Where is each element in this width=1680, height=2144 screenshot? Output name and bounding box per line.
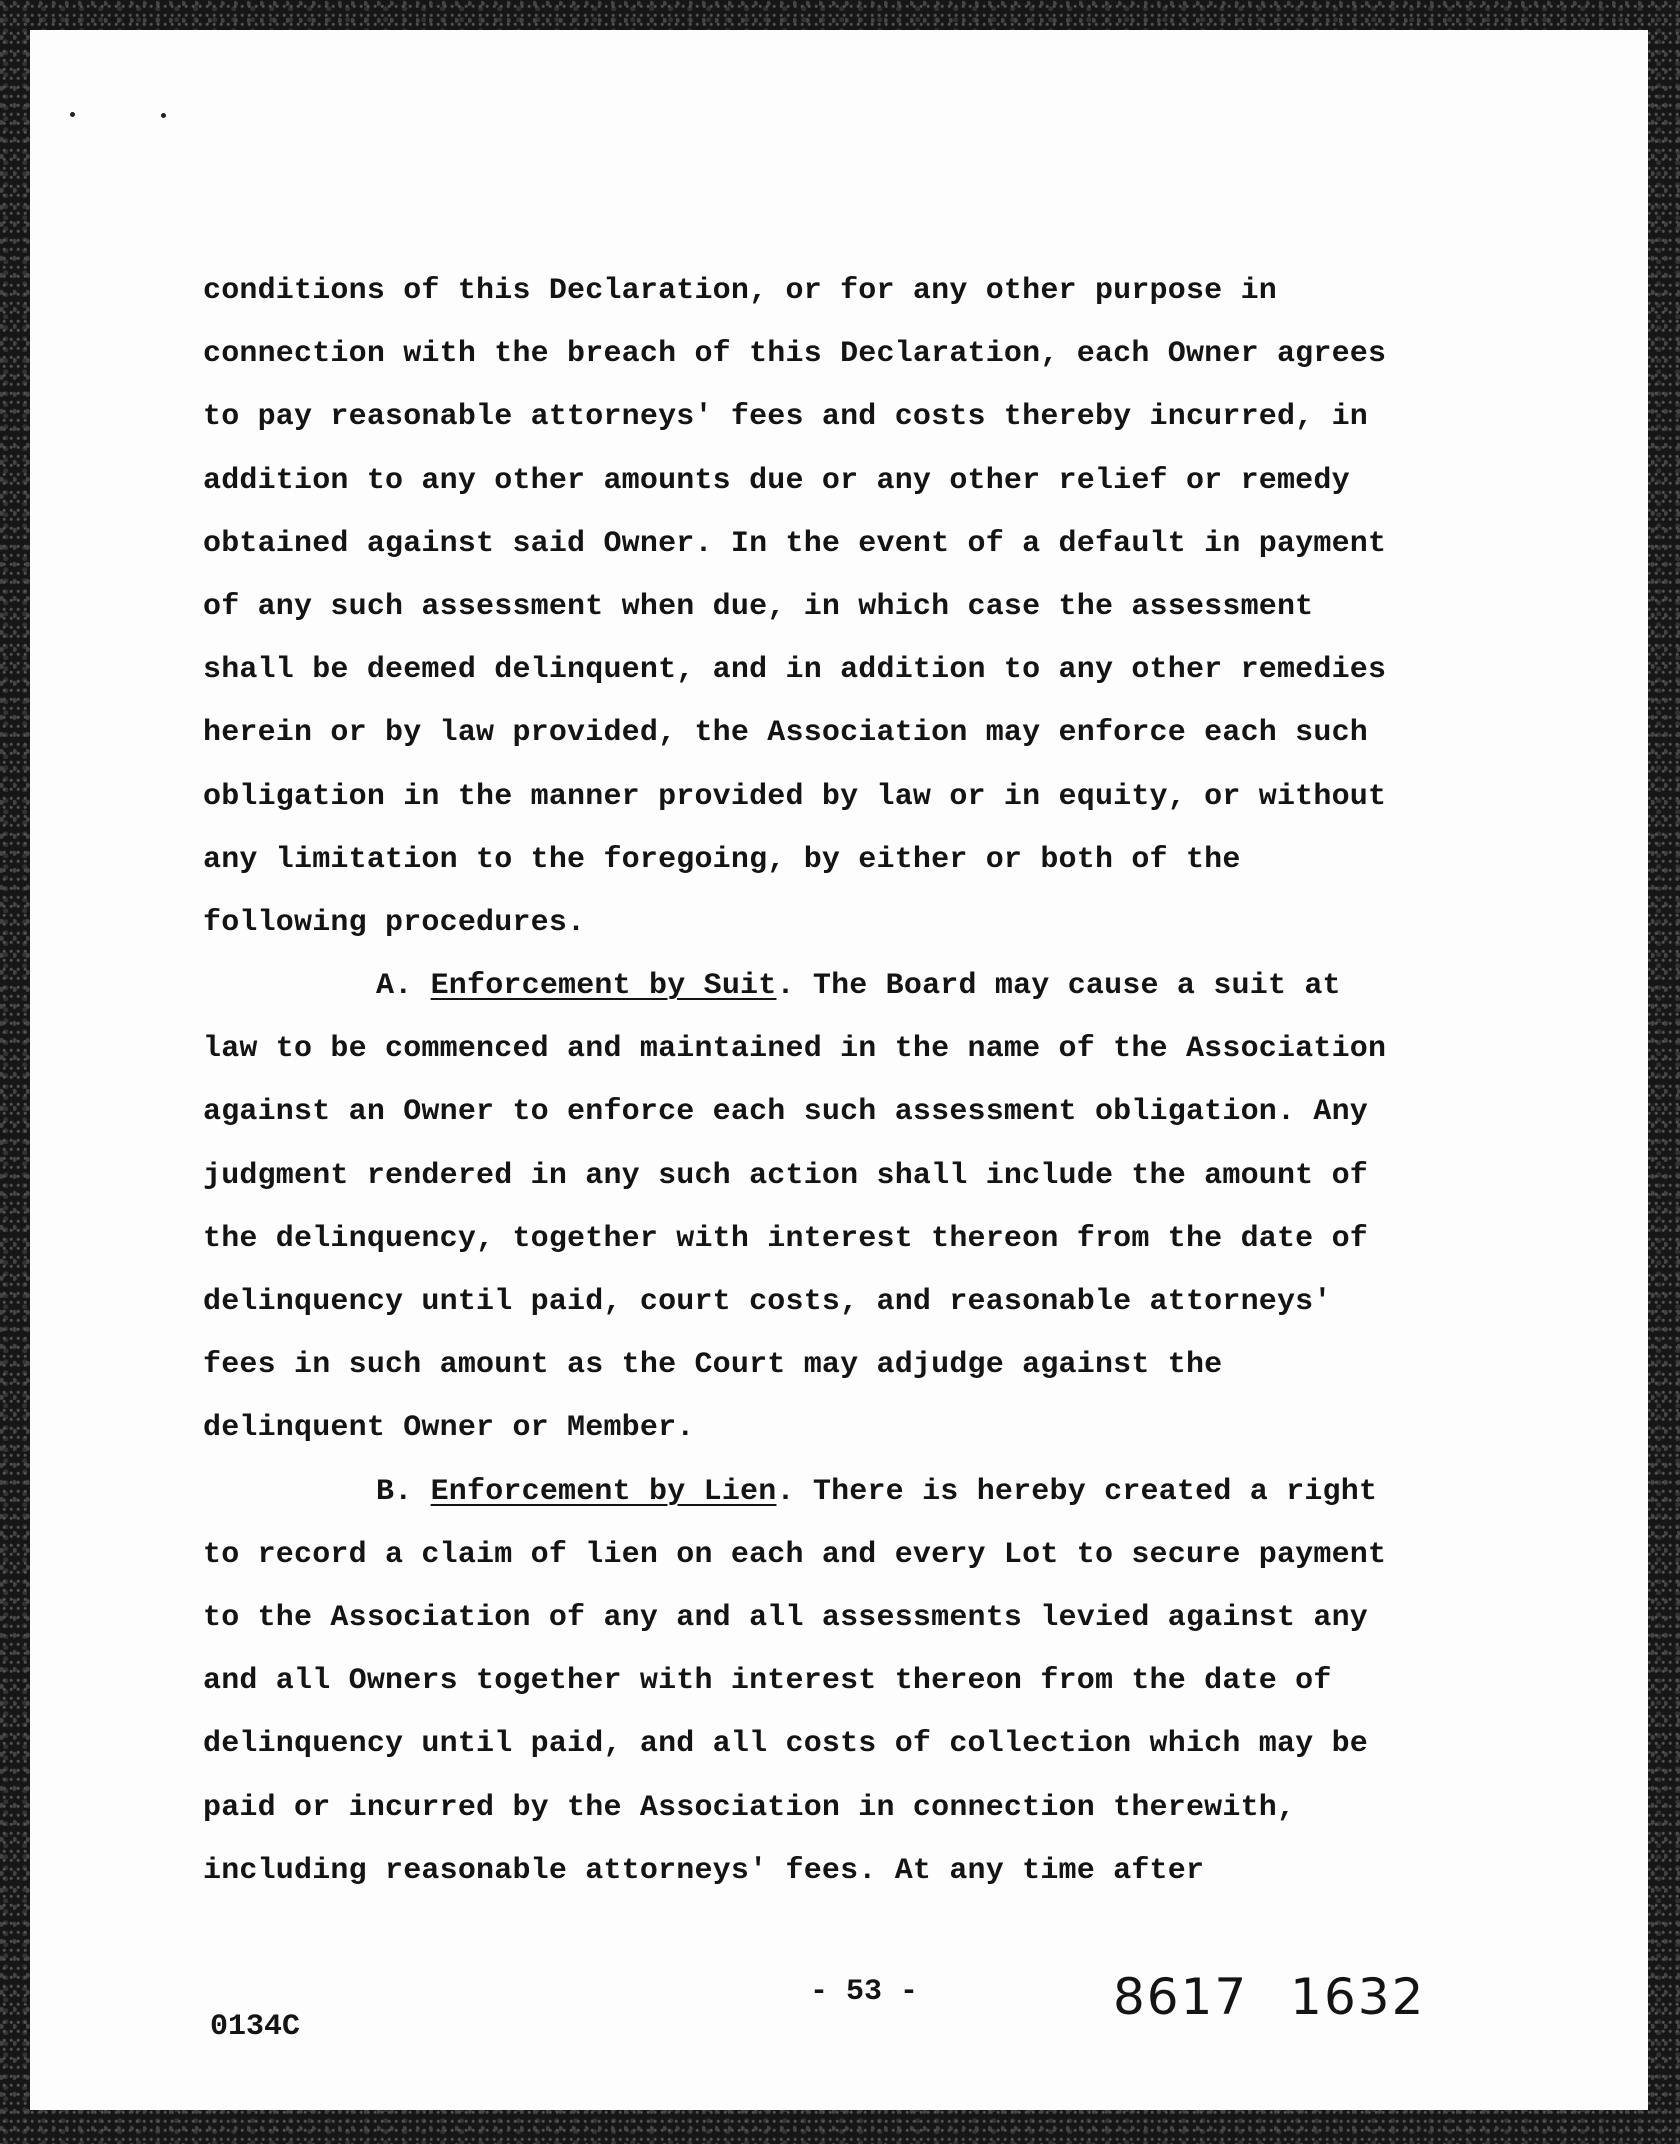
text-line: paid or incurred by the Association in connection therewith, [203, 1790, 1296, 1825]
text-line: herein or by law provided, the Association may enforce each such [203, 716, 1368, 751]
text-line: addition to any other amounts due or any other relief or remedy [203, 463, 1350, 498]
text-line: connection with the breach of this Declaration, each Owner agrees [203, 337, 1387, 372]
stamp-number: 8617 1632 [1113, 1968, 1426, 2026]
document-code: 0134C [210, 2010, 301, 2044]
section-a-first-line-rest: . The Board may cause a suit at [776, 969, 1341, 1004]
text-line: conditions of this Declaration, or for any other purpose in [203, 274, 1277, 308]
text-line: delinquent Owner or Member. [203, 1411, 695, 1446]
document-page [30, 30, 1648, 2110]
text-line: obtained against said Owner. In the event of a default in payment [203, 526, 1387, 561]
section-a-marker: A. [376, 969, 413, 1004]
text-line: to the Association of any and all assessments levied against any [203, 1600, 1368, 1635]
section-b-heading: Enforcement by Lien [430, 1474, 777, 1509]
section-b-marker: B. [376, 1474, 413, 1509]
text-line: shall be deemed delinquent, and in addition to any other remedies [203, 653, 1387, 688]
text-line: the delinquency, together with interest thereon from the date of [203, 1221, 1368, 1256]
section-a-heading: Enforcement by Suit [430, 969, 777, 1004]
scan-speck [161, 113, 166, 118]
text-line: to record a claim of lien on each and every Lot to secure payment [203, 1537, 1387, 1572]
text-line: fees in such amount as the Court may adjudge against the [203, 1348, 1223, 1383]
page-number: - 53 - [810, 1975, 919, 2009]
section-a-first-line [203, 955, 1533, 1018]
text-line: law to be commenced and maintained in the name of the Association [203, 1032, 1387, 1067]
text-line: including reasonable attorneys' fees. At any time after [203, 1853, 1205, 1888]
text-line: obligation in the manner provided by law or in equity, or without [203, 779, 1387, 814]
document-body [203, 260, 1533, 1903]
text-line: of any such assessment when due, in which case the assessment [203, 589, 1314, 624]
text-line: any limitation to the foregoing, by either or both of the [203, 842, 1241, 877]
text-line: and all Owners together with interest thereon from the date of [203, 1664, 1332, 1699]
text-line: delinquency until paid, and all costs of collection which may be [203, 1727, 1368, 1762]
text-line: delinquency until paid, court costs, and reasonable attorneys' [203, 1285, 1332, 1319]
section-b-first-line [203, 1461, 1533, 1524]
text-line: to pay reasonable attorneys' fees and costs thereby incurred, in [203, 400, 1368, 435]
scan-speck [70, 112, 75, 117]
text-line: against an Owner to enforce each such assessment obligation. Any [203, 1095, 1368, 1130]
text-line: judgment rendered in any such action shall include the amount of [203, 1158, 1368, 1193]
section-b-first-line-rest: . There is hereby created a right [776, 1474, 1378, 1509]
text-line: following procedures. [203, 905, 586, 940]
